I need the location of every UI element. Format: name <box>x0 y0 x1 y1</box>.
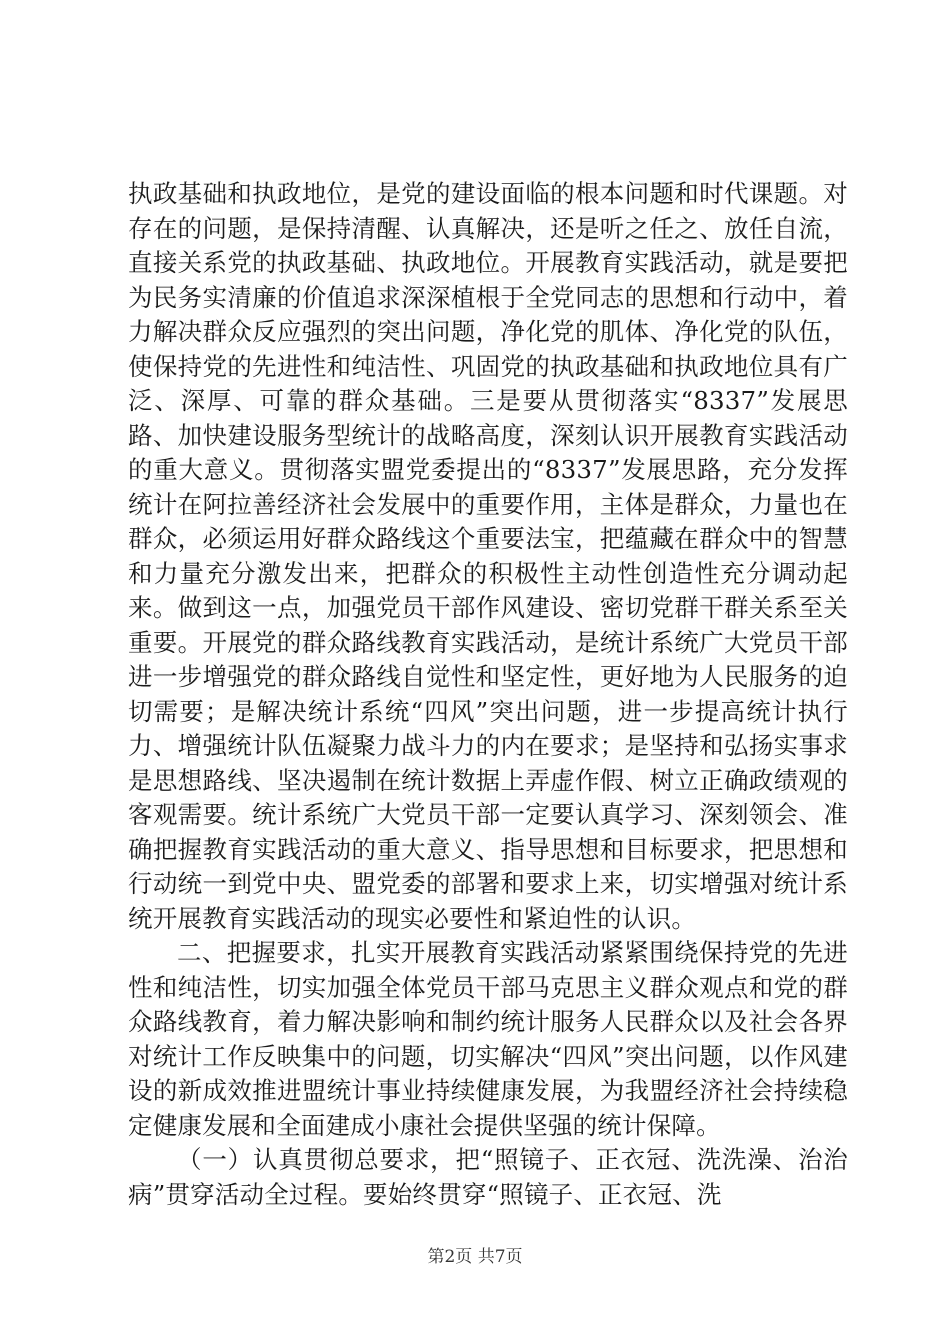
document-body <box>128 177 848 1212</box>
paragraph-1: 执政基础和执政地位，是党的建设面临的根本问题和时代课题。对存在的问题，是保持清醒、认真解决，还是听之任之、放任自流，直接关系党的执政基础、执政地位。开展教育实践活动，就是要把为民务实清廉的价值追求深深植根于全党同志的思想和行动中，着力解决群众反应强烈的突出问题，净化党的肌体、净化党的队伍，使保持党的先进性和纯洁性、巩固党的执政基础和执政地位具有广泛、深厚、可靠的群众基础。三是要从贯彻落实“8337”发展思路、加快建设服务型统计的战略高度，深刻认识开展教育实践活动的重大意义。贯彻落实盟党委提出的“8337”发展思路，充分发挥统计在阿拉善经济社会发展中的重要作用，主体是群众，力量也在群众，必须运用好群众路线这个重要法宝，把蕴藏在群众中的智慧和力量充分激发出来，把群众的积极性主动性创造性充分调动起来。做到这一点，加强党员干部作风建设、密切党群干群关系至关重要。开展党的群众路线教育实践活动，是统计系统广大党员干部进一步增强党的群众路线自觉性和坚定性，更好地为人民服务的迫切需要；是解决统计系统“四风”突出问题，进一步提高统计执行力、增强统计队伍凝聚力战斗力的内在要求；是坚持和弘扬实事求是思想路线、坚决遏制在统计数据上弄虚作假、树立正确政绩观的客观需要。统计系统广大党员干部一定要认真学习、深刻领会、准确把握教育实践活动的重大意义、指导思想和目标要求，把思想和行动统一到党中央、盟党委的部署和要求上来，切实增强对统计系统开展教育实践活动的现实必要性和紧迫性的认识。 <box>128 179 848 933</box>
page-number-footer: 第2页 共7页 <box>427 1247 523 1267</box>
paragraph-3: （一）认真贯彻总要求，把“照镜子、正衣冠、洗洗澡、治治病”贯穿活动全过程。要始终贯穿“照镜子、正衣冠、洗 <box>128 1145 848 1209</box>
paragraph-2: 二、把握要求，扎实开展教育实践活动紧紧围绕保持党的先进性和纯洁性，切实加强全体党员干部马克思主义群众观点和党的群众路线教育，着力解决影响和制约统计服务人民群众以及社会各界对统计工作反映集中的问题，切实解决“四风”突出问题，以作风建设的新成效推进盟统计事业持续健康发展，为我盟经济社会持续稳定健康发展和全面建成小康社会提供坚强的统计保障。 <box>128 938 848 1140</box>
